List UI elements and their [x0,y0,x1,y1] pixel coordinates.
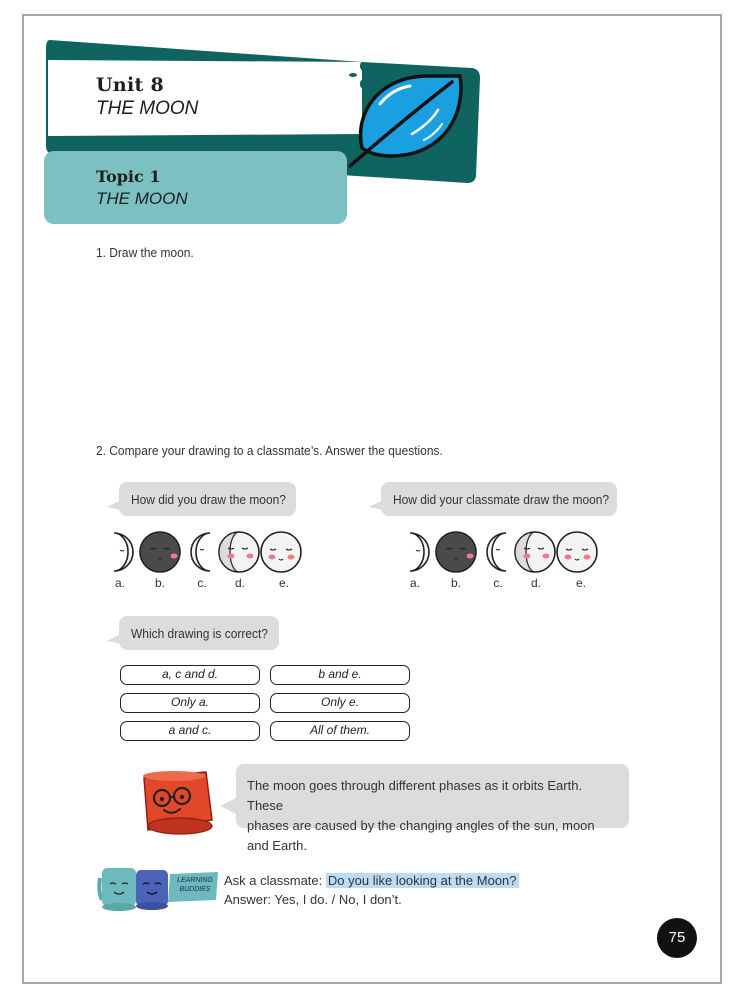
moon-label-b: b. [450,576,461,590]
buddy-prompt: Ask a classmate: [224,873,323,888]
bubble-which-correct: Which drawing is correct? [119,616,279,650]
moon-phases-info [236,764,629,853]
moon-label-c: c. [493,576,503,590]
moon-d-icon [219,532,259,572]
topic-title: THE MOON [96,189,188,208]
moon-b-icon [436,532,476,572]
topic-label: Topic 1 [96,167,161,186]
moon-phases-set-1 [100,530,310,574]
option-a-and-c[interactable]: a and c. [120,721,260,741]
moon-a-icon [114,533,133,571]
option-a-c-and-d[interactable]: a, c and d. [120,665,260,685]
moon-phases-set-2 [396,530,606,574]
moon-e-icon [557,532,597,572]
moon-label-c: c. [197,576,207,590]
learning-buddies-badge-text: LEARNING BUDDIES [177,877,213,893]
moon-c-icon [487,533,506,571]
moon-b-icon [140,532,180,572]
moon-a-icon [410,533,429,571]
mug-character-icon [136,768,216,836]
page-number: 75 [657,918,697,958]
bubble-how-you-drew: How did you draw the moon? [119,482,296,516]
option-b-and-e[interactable]: b and e. [270,665,410,685]
moon-label-e: e. [278,576,289,590]
unit-label: Unit 8 [96,74,165,96]
buddy-question: Do you like looking at the Moon? [327,873,517,888]
bubble-how-classmate-drew: How did your classmate draw the moon? [381,482,617,516]
question-2: 2. Compare your drawing to a classmate’s. Answer the questions. [96,443,443,458]
option-all-of-them[interactable]: All of them. [270,721,410,741]
buddy-answer: Answer: Yes, I do. / No, I don’t. [224,892,402,907]
question-1: 1. Draw the moon. [96,245,194,260]
moon-d-icon [515,532,555,572]
moon-label-d: d. [234,576,245,590]
moon-label-a: a. [114,576,125,590]
option-only-a[interactable]: Only a. [120,693,260,713]
leaf-icon [340,62,470,172]
moon-label-d: d. [530,576,541,590]
option-only-e[interactable]: Only e. [270,693,410,713]
moon-c-icon [191,533,210,571]
moon-e-icon [261,532,301,572]
info-line-1: The moon goes through different phases as it orbits Earth. These [247,778,583,813]
info-line-2: phases are caused by the changing angles of the sun, moon and Earth. [247,818,595,853]
moon-label-b: b. [154,576,165,590]
unit-title: THE MOON [96,98,199,119]
moon-label-e: e. [575,576,586,590]
learning-buddies-text [224,871,519,909]
moon-label-a: a. [409,576,420,590]
